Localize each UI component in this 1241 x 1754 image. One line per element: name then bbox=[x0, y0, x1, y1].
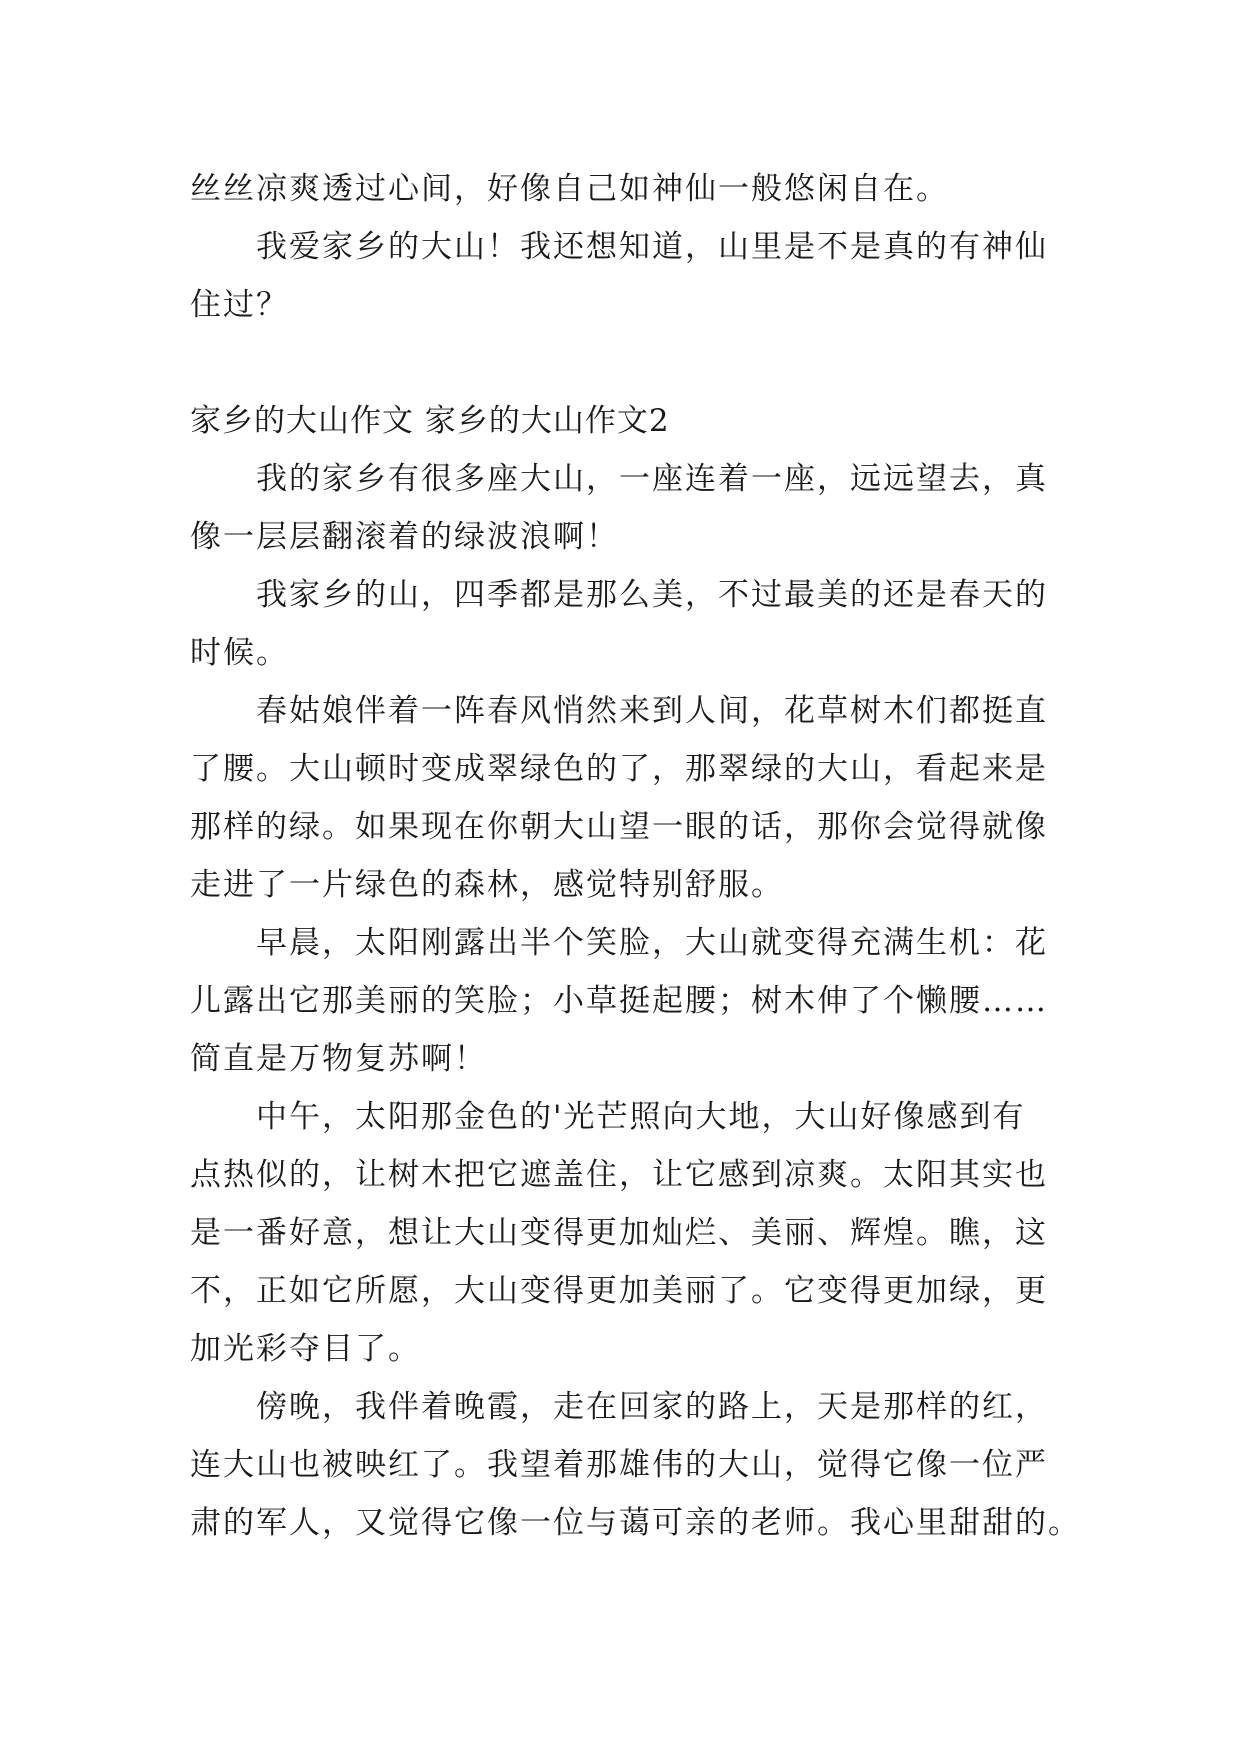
text-line: 住过？ bbox=[190, 287, 289, 323]
text-column bbox=[190, 160, 1081, 1552]
text-line: 是一番好意，想让大山变得更加灿烂、美丽、辉煌。瞧，这 bbox=[190, 1215, 1048, 1251]
text-line: 春姑娘伴着一阵春风悄然来到人间，花草树木们都挺直 bbox=[256, 693, 1048, 729]
text-line: 早晨，太阳刚露出半个笑脸，大山就变得充满生机：花 bbox=[256, 925, 1048, 961]
text-line: 儿露出它那美丽的笑脸；小草挺起腰；树木伸了个懒腰…… bbox=[190, 983, 1048, 1019]
text-line: 那样的绿。如果现在你朝大山望一眼的话，那你会觉得就像 bbox=[190, 809, 1048, 845]
text-line: 时候。 bbox=[190, 635, 289, 671]
section-gap bbox=[190, 334, 1060, 392]
section-heading: 家乡的大山作文 家乡的大山作文2 bbox=[190, 403, 670, 439]
text-line: 走进了一片绿色的森林，感觉特别舒服。 bbox=[190, 867, 784, 903]
text-line: 我的家乡有很多座大山，一座连着一座，远远望去，真 bbox=[256, 461, 1048, 497]
text-line: 加光彩夺目了。 bbox=[190, 1331, 421, 1367]
text-line: 像一层层翻滚着的绿波浪啊！ bbox=[190, 519, 619, 555]
text-line: 肃的军人，又觉得它像一位与蔼可亲的老师。我心里甜甜的。 bbox=[190, 1505, 1081, 1541]
text-line: 点热似的，让树木把它遮盖住，让它感到凉爽。太阳其实也 bbox=[190, 1157, 1048, 1193]
text-line: 中午，太阳那金色的'光芒照向大地，大山好像感到有 bbox=[256, 1099, 1026, 1135]
text-line: 了腰。大山顿时变成翠绿色的了，那翠绿的大山，看起来是 bbox=[190, 751, 1048, 787]
text-line: 我家乡的山，四季都是那么美，不过最美的还是春天的 bbox=[256, 577, 1048, 613]
text-line: 连大山也被映红了。我望着那雄伟的大山，觉得它像一位严 bbox=[190, 1447, 1048, 1483]
text-line: 丝丝凉爽透过心间，好像自己如神仙一般悠闲自在。 bbox=[190, 171, 949, 207]
text-line: 我爱家乡的大山！我还想知道，山里是不是真的有神仙 bbox=[256, 229, 1048, 265]
text-line: 不，正如它所愿，大山变得更加美丽了。它变得更加绿，更 bbox=[190, 1273, 1048, 1309]
text-line: 傍晚，我伴着晚霞，走在回家的路上，天是那样的红， bbox=[256, 1389, 1048, 1425]
text-line: 简直是万物复苏啊！ bbox=[190, 1041, 487, 1077]
